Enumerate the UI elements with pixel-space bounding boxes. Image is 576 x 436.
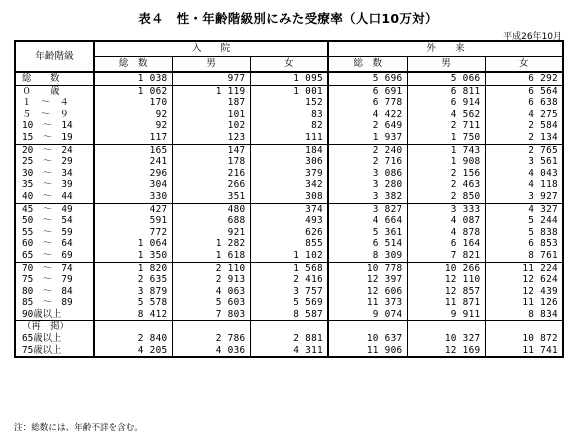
age-group-label: ０ 歳 (15, 85, 94, 97)
outpatient-male-cell: 7 821 (407, 250, 485, 262)
inpatient-female-cell (250, 321, 328, 333)
outpatient-total-cell: 3 280 (328, 179, 407, 191)
outpatient-female-cell: 2 765 (485, 144, 563, 156)
outpatient-male-cell: 2 463 (407, 179, 485, 191)
inpatient-total-cell: 2 635 (94, 274, 172, 286)
outpatient-male-cell: 12 110 (407, 274, 485, 286)
inpatient-male-cell: 2 913 (172, 274, 250, 286)
inpatient-total-cell: 1 064 (94, 238, 172, 250)
table-row (15, 156, 563, 168)
inpatient-female-cell: 855 (250, 238, 328, 250)
outpatient-female-cell: 4 118 (485, 179, 563, 191)
inpatient-male-cell: 147 (172, 144, 250, 156)
outpatient-male-cell: 10 327 (407, 333, 485, 345)
outpatient-total-cell: 10 637 (328, 333, 407, 345)
inpatient-total-cell: 304 (94, 179, 172, 191)
inpatient-female-cell: 1 095 (250, 72, 328, 85)
inpatient-female-cell: 493 (250, 215, 328, 227)
table-row (15, 120, 563, 132)
inpatient-male-cell: 216 (172, 168, 250, 180)
outpatient-total-cell: 11 906 (328, 345, 407, 358)
inpatient-total-cell: 170 (94, 97, 172, 109)
inpatient-total-cell: 1 038 (94, 72, 172, 85)
inpatient-female-cell: 83 (250, 109, 328, 121)
inpatient-female-cell: 1 568 (250, 262, 328, 274)
inpatient-female-cell: 152 (250, 97, 328, 109)
outpatient-female-cell: 4 043 (485, 168, 563, 180)
table-row (15, 144, 563, 156)
inpatient-male-cell: 977 (172, 72, 250, 85)
age-group-label: 60 ～ 64 (15, 238, 94, 250)
outpatient-male-cell: 1 750 (407, 132, 485, 144)
table-row (15, 309, 563, 321)
outpatient-male-cell: 4 562 (407, 109, 485, 121)
outpatient-female-header: 女 (485, 57, 563, 73)
inpatient-female-cell: 111 (250, 132, 328, 144)
table-row (15, 168, 563, 180)
outpatient-male-cell: 2 711 (407, 120, 485, 132)
outpatient-male-cell: 1 743 (407, 144, 485, 156)
age-group-label: 55 ～ 59 (15, 227, 94, 239)
consultation-rate-table (14, 40, 564, 358)
age-group-label: 65歳以上 (15, 333, 94, 345)
inpatient-female-cell: 1 102 (250, 250, 328, 262)
inpatient-female-cell: 308 (250, 191, 328, 203)
age-group-label: 90歳以上 (15, 309, 94, 321)
table-row (15, 191, 563, 203)
age-group-label: 85 ～ 89 (15, 297, 94, 309)
outpatient-male-cell: 3 333 (407, 203, 485, 215)
inpatient-male-cell: 1 119 (172, 85, 250, 97)
outpatient-male-cell: 1 908 (407, 156, 485, 168)
outpatient-female-cell: 11 224 (485, 262, 563, 274)
outpatient-total-cell: 10 778 (328, 262, 407, 274)
inpatient-male-cell: 266 (172, 179, 250, 191)
outpatient-total-cell: 3 086 (328, 168, 407, 180)
inpatient-total-cell: 591 (94, 215, 172, 227)
inpatient-female-cell: 5 569 (250, 297, 328, 309)
outpatient-female-cell: 2 134 (485, 132, 563, 144)
table-row (15, 85, 563, 97)
outpatient-total-cell: 2 240 (328, 144, 407, 156)
outpatient-total-cell: 2 716 (328, 156, 407, 168)
table-row (15, 321, 563, 333)
inpatient-total-cell: 117 (94, 132, 172, 144)
outpatient-female-cell: 5 838 (485, 227, 563, 239)
inpatient-male-cell: 1 618 (172, 250, 250, 262)
inpatient-total-cell: 8 412 (94, 309, 172, 321)
outpatient-male-cell: 5 066 (407, 72, 485, 85)
outpatient-total-cell: 3 827 (328, 203, 407, 215)
outpatient-male-cell: 2 156 (407, 168, 485, 180)
age-group-header: 年齢階級 (15, 41, 94, 72)
age-group-label: 30 ～ 34 (15, 168, 94, 180)
age-group-label: 75歳以上 (15, 345, 94, 358)
inpatient-female-cell: 379 (250, 168, 328, 180)
age-group-label: 総 数 (15, 72, 94, 85)
outpatient-total-cell: 4 422 (328, 109, 407, 121)
inpatient-male-header: 男 (172, 57, 250, 73)
table-row (15, 72, 563, 85)
outpatient-female-cell: 10 872 (485, 333, 563, 345)
table-row (15, 333, 563, 345)
inpatient-male-cell: 102 (172, 120, 250, 132)
inpatient-male-cell: 5 603 (172, 297, 250, 309)
inpatient-female-cell: 82 (250, 120, 328, 132)
age-group-label: 15 ～ 19 (15, 132, 94, 144)
inpatient-header: 入 院 (94, 41, 328, 57)
inpatient-total-cell: 427 (94, 203, 172, 215)
inpatient-total-cell: 772 (94, 227, 172, 239)
inpatient-female-cell: 1 001 (250, 85, 328, 97)
outpatient-female-cell: 8 834 (485, 309, 563, 321)
inpatient-male-cell: 2 786 (172, 333, 250, 345)
outpatient-total-cell: 2 649 (328, 120, 407, 132)
table-title: 表４ 性・年齢階級別にみた受療率（人口10万対） (138, 11, 438, 26)
inpatient-total-cell: 92 (94, 120, 172, 132)
inpatient-total-cell: 1 062 (94, 85, 172, 97)
age-group-label: 45 ～ 49 (15, 203, 94, 215)
inpatient-female-cell: 184 (250, 144, 328, 156)
outpatient-female-cell: 6 638 (485, 97, 563, 109)
table-row (15, 262, 563, 274)
outpatient-total-cell: 12 397 (328, 274, 407, 286)
inpatient-female-cell: 306 (250, 156, 328, 168)
outpatient-total-cell: 1 937 (328, 132, 407, 144)
inpatient-total-cell: 1 350 (94, 250, 172, 262)
inpatient-total-cell: 330 (94, 191, 172, 203)
inpatient-female-cell: 4 311 (250, 345, 328, 358)
inpatient-total-cell (94, 321, 172, 333)
inpatient-total-cell: 3 879 (94, 286, 172, 298)
age-group-label: １ ～ ４ (15, 97, 94, 109)
age-group-label: 70 ～ 74 (15, 262, 94, 274)
outpatient-male-cell: 4 878 (407, 227, 485, 239)
outpatient-total-cell: 6 691 (328, 85, 407, 97)
inpatient-male-cell: 187 (172, 97, 250, 109)
outpatient-female-cell: 5 244 (485, 215, 563, 227)
table-row (15, 345, 563, 358)
outpatient-female-cell: 12 439 (485, 286, 563, 298)
outpatient-male-cell: 12 169 (407, 345, 485, 358)
inpatient-female-cell: 342 (250, 179, 328, 191)
outpatient-female-cell: 2 584 (485, 120, 563, 132)
table-row (15, 97, 563, 109)
inpatient-total-cell: 1 820 (94, 262, 172, 274)
outpatient-total-cell: 11 373 (328, 297, 407, 309)
inpatient-total-cell: 92 (94, 109, 172, 121)
age-group-label: 65 ～ 69 (15, 250, 94, 262)
inpatient-male-cell: 4 036 (172, 345, 250, 358)
inpatient-male-cell (172, 321, 250, 333)
inpatient-male-cell: 123 (172, 132, 250, 144)
inpatient-female-cell: 2 881 (250, 333, 328, 345)
outpatient-total-cell (328, 321, 407, 333)
outpatient-total-cell: 5 361 (328, 227, 407, 239)
outpatient-female-cell: 11 126 (485, 297, 563, 309)
inpatient-total-cell: 165 (94, 144, 172, 156)
outpatient-male-cell: 10 266 (407, 262, 485, 274)
age-group-label: 20 ～ 24 (15, 144, 94, 156)
outpatient-female-cell: 3 561 (485, 156, 563, 168)
age-group-label: （再 掲） (15, 321, 94, 333)
table-row (15, 227, 563, 239)
age-group-label: 35 ～ 39 (15, 179, 94, 191)
inpatient-total-cell: 2 840 (94, 333, 172, 345)
outpatient-total-cell: 8 309 (328, 250, 407, 262)
outpatient-female-cell: 6 292 (485, 72, 563, 85)
outpatient-male-cell: 4 087 (407, 215, 485, 227)
table-row (15, 238, 563, 250)
outpatient-male-cell: 2 850 (407, 191, 485, 203)
table-row (15, 203, 563, 215)
table-row (15, 297, 563, 309)
inpatient-male-cell: 178 (172, 156, 250, 168)
inpatient-total-header: 総 数 (94, 57, 172, 73)
inpatient-female-cell: 374 (250, 203, 328, 215)
age-group-label: ５ ～ ９ (15, 109, 94, 121)
outpatient-male-cell: 12 857 (407, 286, 485, 298)
table-row (15, 286, 563, 298)
inpatient-male-cell: 7 803 (172, 309, 250, 321)
outpatient-female-cell: 6 853 (485, 238, 563, 250)
age-group-label: 10 ～ 14 (15, 120, 94, 132)
outpatient-female-cell: 12 624 (485, 274, 563, 286)
outpatient-total-cell: 5 696 (328, 72, 407, 85)
inpatient-total-cell: 296 (94, 168, 172, 180)
outpatient-female-cell: 3 927 (485, 191, 563, 203)
table-row (15, 179, 563, 191)
outpatient-male-cell: 11 871 (407, 297, 485, 309)
outpatient-female-cell: 8 761 (485, 250, 563, 262)
inpatient-male-cell: 101 (172, 109, 250, 121)
outpatient-total-cell: 6 778 (328, 97, 407, 109)
inpatient-total-cell: 5 578 (94, 297, 172, 309)
outpatient-total-cell: 6 514 (328, 238, 407, 250)
outpatient-total-cell: 12 606 (328, 286, 407, 298)
age-group-label: 40 ～ 44 (15, 191, 94, 203)
table-row (15, 274, 563, 286)
outpatient-male-cell: 6 914 (407, 97, 485, 109)
age-group-label: 80 ～ 84 (15, 286, 94, 298)
outpatient-total-cell: 4 664 (328, 215, 407, 227)
outpatient-female-cell: 6 564 (485, 85, 563, 97)
age-group-label: 25 ～ 29 (15, 156, 94, 168)
outpatient-female-cell: 4 327 (485, 203, 563, 215)
outpatient-male-cell: 6 811 (407, 85, 485, 97)
survey-date: 平成26年10月 (503, 32, 562, 42)
age-group-label: 75 ～ 79 (15, 274, 94, 286)
table-row (15, 215, 563, 227)
inpatient-male-cell: 480 (172, 203, 250, 215)
inpatient-male-cell: 4 063 (172, 286, 250, 298)
outpatient-male-cell: 9 911 (407, 309, 485, 321)
outpatient-total-header: 総 数 (328, 57, 407, 73)
inpatient-male-cell: 921 (172, 227, 250, 239)
age-group-label: 50 ～ 54 (15, 215, 94, 227)
inpatient-female-cell: 2 416 (250, 274, 328, 286)
outpatient-total-cell: 3 382 (328, 191, 407, 203)
outpatient-female-cell: 11 741 (485, 345, 563, 358)
inpatient-female-cell: 626 (250, 227, 328, 239)
footnote: 注：総数には、年齢不詳を含む。 (14, 423, 143, 433)
outpatient-female-cell: 4 275 (485, 109, 563, 121)
inpatient-female-header: 女 (250, 57, 328, 73)
table-row (15, 250, 563, 262)
outpatient-female-cell (485, 321, 563, 333)
outpatient-header: 外 来 (328, 41, 563, 57)
inpatient-total-cell: 241 (94, 156, 172, 168)
inpatient-total-cell: 4 205 (94, 345, 172, 358)
outpatient-male-cell (407, 321, 485, 333)
inpatient-male-cell: 688 (172, 215, 250, 227)
outpatient-total-cell: 9 074 (328, 309, 407, 321)
outpatient-male-cell: 6 164 (407, 238, 485, 250)
table-row (15, 109, 563, 121)
inpatient-female-cell: 3 757 (250, 286, 328, 298)
table-row (15, 132, 563, 144)
inpatient-male-cell: 1 282 (172, 238, 250, 250)
inpatient-male-cell: 351 (172, 191, 250, 203)
outpatient-male-header: 男 (407, 57, 485, 73)
inpatient-female-cell: 8 587 (250, 309, 328, 321)
inpatient-male-cell: 2 110 (172, 262, 250, 274)
